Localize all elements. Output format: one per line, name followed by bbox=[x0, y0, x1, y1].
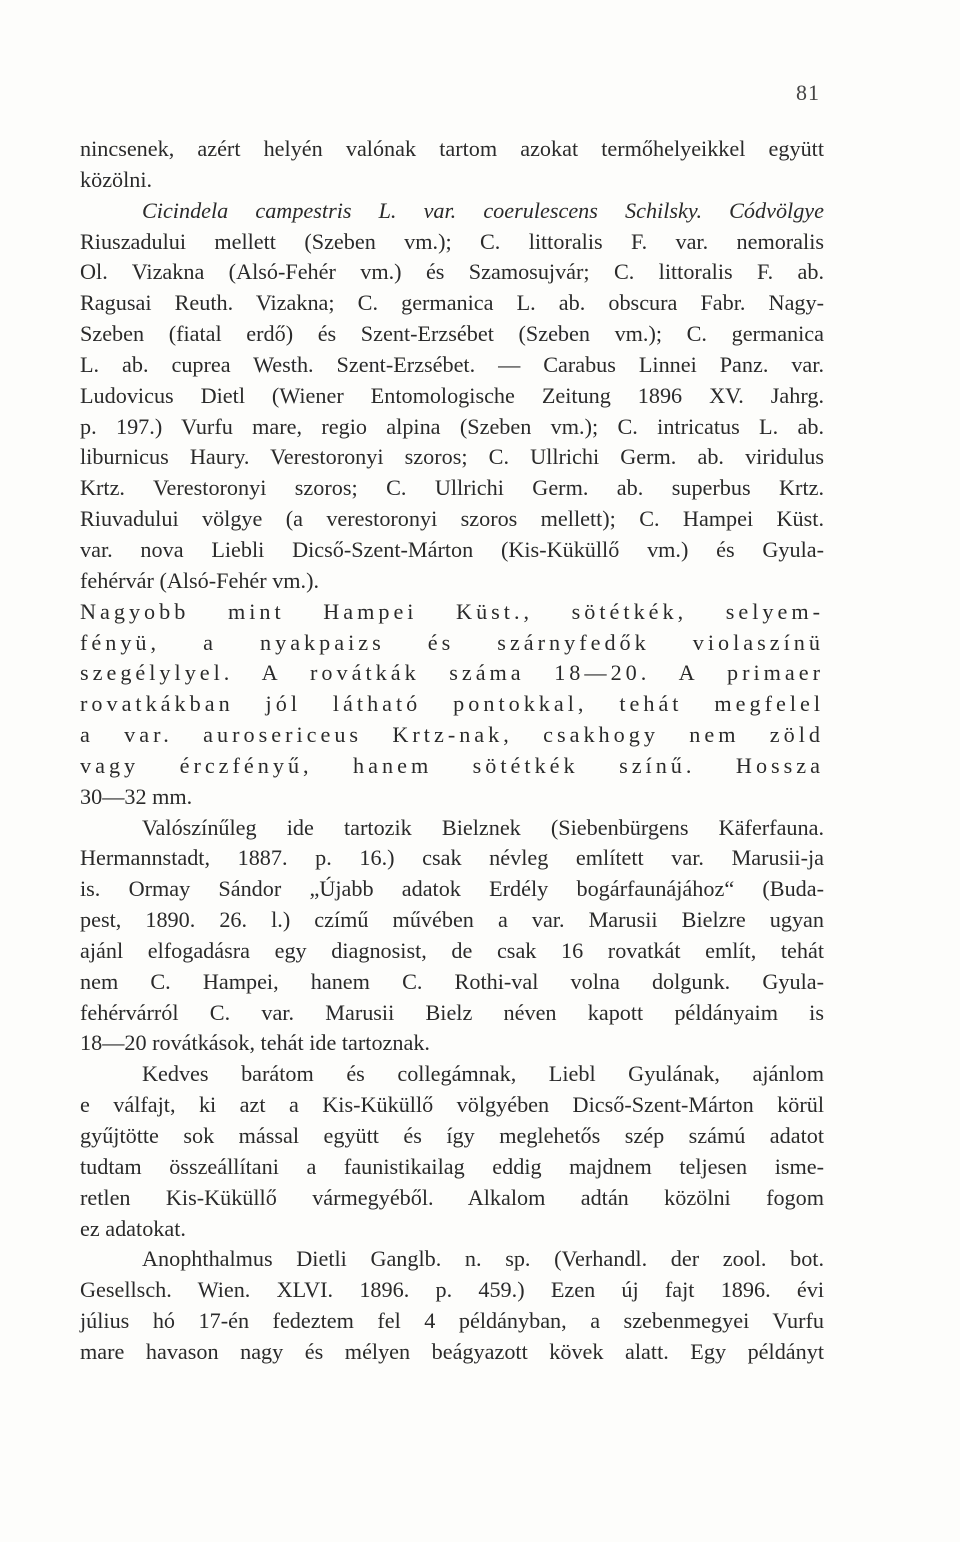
text-line: ajánl elfogadásra egy diagnosist, de csak 16 rovatkát említ, tehát bbox=[80, 937, 824, 963]
text-line: Hermannstadt, 1887. p. 16.) csak névleg említett var. Marusii-ja bbox=[80, 845, 824, 871]
text-line: Gesellsch. Wien. XLVI. 1896. p. 459.) Ezen új fajt 1896. évi bbox=[80, 1277, 824, 1303]
text-line: var. nova Liebli Dicső-Szent-Márton (Kis-Küküllő vm.) és Gyula- bbox=[80, 536, 824, 562]
paragraph bbox=[80, 1059, 824, 1244]
text-line: Ol. Vizakna (Alsó-Fehér vm.) és Szamosujvár; C. littoralis F. ab. bbox=[80, 259, 824, 285]
text-line: retlen Kis-Küküllő vármegyéből. Alkalom adtán közölni fogom bbox=[80, 1184, 824, 1210]
text-line: Cicindela campestris L. var. coerulescens Schilsky. Códvölgye bbox=[142, 197, 824, 223]
text-line: Kedves barátom és collegámnak, Liebl Gyulának, ajánlom bbox=[142, 1061, 824, 1087]
spaced-text-line: Nagyobb mint Hampei Küst., sötétkék, selyem- bbox=[80, 598, 824, 624]
paragraph bbox=[80, 196, 824, 813]
paragraph bbox=[80, 134, 824, 196]
page-number: 81 bbox=[796, 80, 820, 105]
text-line: gyűjtötte sok mással együtt és így meglehetős szép számú adatot bbox=[80, 1123, 824, 1148]
text-line: közölni. bbox=[80, 166, 153, 192]
text-line: Riuvadului völgye (a verestoronyi szoros mellett); C. Hampei Küst. bbox=[80, 506, 824, 532]
paragraph bbox=[80, 1244, 824, 1367]
text-line: 30—32 mm. bbox=[80, 783, 193, 809]
text-line: liburnicus Haury. Verestoronyi szoros; C. Ullrichi Germ. ab. viridulus bbox=[80, 444, 824, 470]
text-line: e válfajt, ki azt a Kis-Küküllő völgyében Dicső-Szent-Márton körül bbox=[80, 1092, 824, 1118]
text-line: nincsenek, azért helyén valónak tartom azokat termőhelyeikkel együtt bbox=[80, 136, 824, 161]
text-line: 18—20 rovátkások, tehát ide tartoznak. bbox=[80, 1030, 430, 1056]
text-line: július hó 17-én fedeztem fel 4 példányban, a szebenmegyei Vurfu bbox=[80, 1308, 824, 1334]
text-line: Ragusai Reuth. Vizakna; C. germanica L. ab. obscura Fabr. Nagy- bbox=[80, 290, 824, 316]
text-line: mare havason nagy és mélyen beágyazott kövek alatt. Egy példányt bbox=[80, 1338, 824, 1364]
text-line: Anophthalmus Dietli Ganglb. n. sp. (Verhandl. der zool. bot. bbox=[142, 1246, 824, 1272]
text-line: fehérvár (Alsó-Fehér vm.). bbox=[80, 567, 320, 593]
text-line: nem C. Hampei, hanem C. Rothi-val volna dolgunk. Gyula- bbox=[80, 968, 824, 994]
spaced-text-line: a var. aurosericeus Krtz-nak, csakhogy nem zöld bbox=[80, 722, 824, 748]
paragraph bbox=[80, 813, 824, 1060]
text-line: p. 197.) Vurfu mare, regio alpina (Szeben vm.); C. intricatus L. ab. bbox=[80, 413, 824, 439]
text-line: Riuszadului mellett (Szeben vm.); C. littoralis F. var. nemoralis bbox=[80, 228, 824, 254]
spaced-text-line: fényü, a nyakpaizs és szárnyfedők violaszínü bbox=[80, 629, 824, 655]
spaced-text-line: szegélylyel. A rovátkák száma 18—20. A primaer bbox=[80, 660, 824, 686]
body-text bbox=[80, 134, 824, 1368]
text-line: is. Ormay Sándor „Újabb adatok Erdély bogárfaunájához“ (Buda- bbox=[80, 876, 824, 902]
spaced-text-line: rovatkákban jól látható pontokkal, tehát megfelel bbox=[80, 691, 824, 717]
spaced-text-line: vagy érczfényű, hanem sötétkék színű. Hossza bbox=[80, 752, 824, 778]
text-line: Ludovicus Dietl (Wiener Entomologische Zeitung 1896 XV. Jahrg. bbox=[80, 382, 824, 408]
text-line: Szeben (fiatal erdő) és Szent-Erzsébet (Szeben vm.); C. germanica bbox=[80, 321, 824, 347]
text-line: ez adatokat. bbox=[80, 1215, 186, 1241]
text-line: fehérvárról C. var. Marusii Bielz néven kapott példányaim is bbox=[80, 999, 824, 1025]
text-line: tudtam összeállítani a faunistikailag eddig majdnem teljesen isme- bbox=[80, 1153, 824, 1179]
text-line: pest, 1890. 26. l.) czímű művében a var. Marusii Bielzre ugyan bbox=[80, 907, 824, 933]
text-line: L. ab. cuprea Westh. Szent-Erzsébet. — Carabus Linnei Panz. var. bbox=[80, 351, 824, 377]
text-line: Valószínűleg ide tartozik Bielznek (Siebenbürgens Käferfauna. bbox=[142, 814, 824, 840]
text-line: Krtz. Verestoronyi szoros; C. Ullrichi Germ. ab. superbus Krtz. bbox=[80, 475, 824, 501]
